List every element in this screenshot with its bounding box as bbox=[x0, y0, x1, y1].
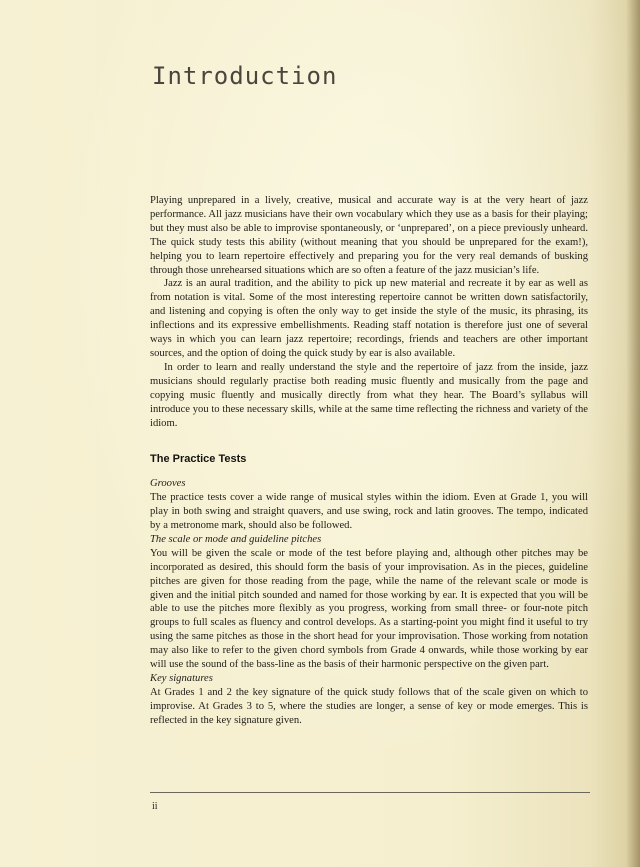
page-number: ii bbox=[152, 801, 158, 812]
intro-paragraph-3: In order to learn and really understand the style and the repertoire of jazz from the inside, jazz musicians should regularly practise both reading music fluently and musically from the page and copying music fluently and musically directly from what they hear. The Board’s syllabus will introduce you to these necessary skills, while at the same time reflecting the richness and variety of the idiom. bbox=[150, 361, 588, 429]
section-title-practice-tests: The Practice Tests bbox=[150, 453, 247, 466]
subsection-title-grooves: Grooves bbox=[150, 478, 186, 490]
page-edge-shadow bbox=[626, 0, 640, 867]
scale-paragraph: You will be given the scale or mode of the test before playing and, although other pitches may be incorporated as desired, this should form the basis of your improvisation. As in the pieces, guideline pitches are given for those reading from the page, while the name of the relevant scale or mode is given and the initial pitch sounded and named for those working by ear. It is expected that you will be able to use the pitches more flexibly as you progress, working from small three- or four-note pitch groups to full scales as fluency and control develops. As a starting-point you might find it useful to try using the same pitches as those in the short head for your improvisation. Those working from notation may also like to refer to the given chord symbols from Grade 4 onwards, while those working by ear will use the sound of the bass-line as the basis of their harmonic perspective on the given part. bbox=[150, 547, 588, 671]
key-signatures-paragraph: At Grades 1 and 2 the key signature of the quick study follows that of the scale given on which to improvise. At Grades 3 to 5, where the studies are longer, a sense of key or mode emerges. This is reflected in the key signature given. bbox=[150, 686, 588, 726]
intro-paragraph-1: Playing unprepared in a lively, creative, musical and accurate way is at the very heart of jazz performance. All jazz musicians have their own vocabulary which they use as a basis for their playing; but they must also be able to improvise spontaneously, or ‘unprepared’, on a piece previously unheard. The quick study tests this ability (without meaning that you should be unprepared for the exam!), helping you to learn repertoire effectively and preparing you for the very real demands of busking through those unrehearsed situations which are so often a feature of the jazz musician’s life. bbox=[150, 195, 588, 276]
page-heading: Introduction bbox=[152, 62, 338, 90]
grooves-paragraph: The practice tests cover a wide range of musical styles within the idiom. Even at Grade 1, you will play in both swing and straight quavers, and use swing, rock and latin grooves. The tempo, indicated by a metronome mark, should also be followed. bbox=[150, 492, 588, 532]
subsection-title-key-signatures: Key signatures bbox=[150, 673, 213, 684]
footer-rule bbox=[150, 792, 590, 793]
page-body bbox=[150, 194, 588, 728]
intro-paragraph-2: Jazz is an aural tradition, and the ability to pick up new material and recreate it by ear as well as from notation is vital. Some of the most interesting repertoire cannot be written down satisfactorily, and listening and copying is often the only way to get inside the style of the music, its phrasing, its inflections and its expressive embellishments. Reading staff notation is therefore just one of several ways in which you can learn jazz repertoire; recordings, friends and teachers are other important sources, and the option of doing the quick study by ear is also available. bbox=[150, 278, 588, 359]
subsection-title-scale: The scale or mode and guideline pitches bbox=[150, 533, 322, 545]
